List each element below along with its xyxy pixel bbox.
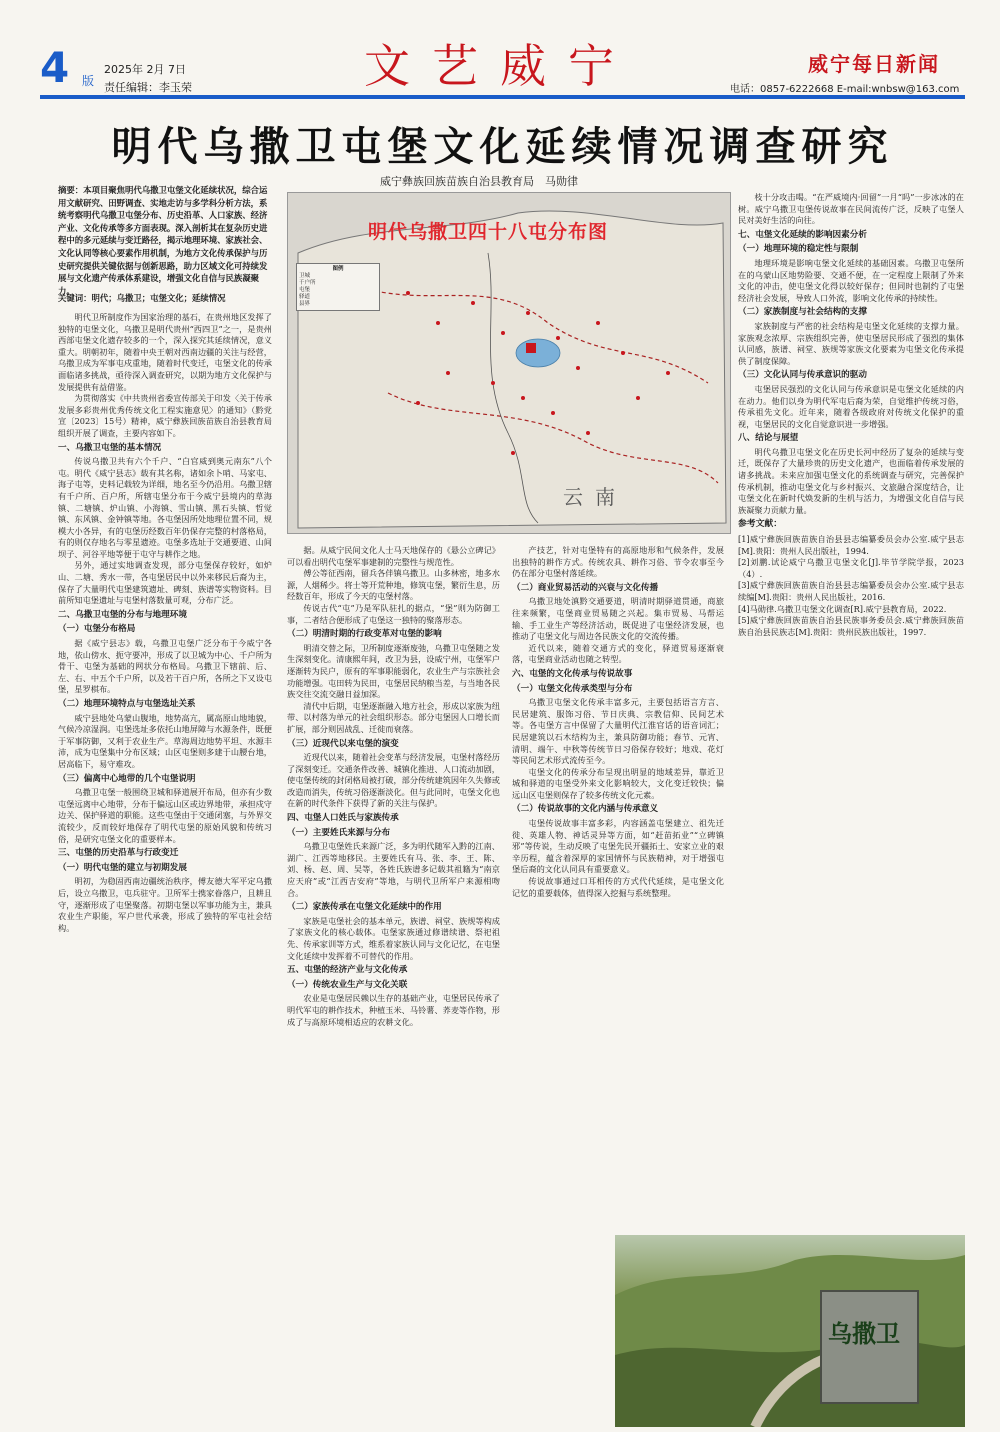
paragraph: 近代以来，随着交通方式的变化，驿道贸易逐渐衰落，屯堡商业活动也随之转型。 bbox=[512, 642, 724, 665]
reference-item: [2]刘鹏.试论威宁乌撒卫屯堡文化[J].毕节学院学报，2023（4）. bbox=[738, 557, 964, 579]
stele bbox=[820, 1290, 919, 1404]
paragraph: 乌撒卫地处滇黔交通要道，明清时期驿道贯通，商旅往来频繁，屯堡商业贸易随之兴起。集市贸易、马帮运输、手工业生产等经济活动，既促进了屯堡经济发展，也推动了屯堡文化与周边各民族文化的交流传播。 bbox=[512, 596, 724, 642]
section-heading: 二、乌撒卫屯堡的分布与地理环境 bbox=[58, 609, 187, 620]
map-illustration bbox=[288, 193, 730, 533]
paragraph: 枝十分攻击喝。“在严威境内·回留”一月“吗”一步冰冰的在树。威宁乌撒卫屯堡传说故事在民间流传广泛，反映了屯堡人民对美好生活的向往。 bbox=[738, 192, 964, 226]
paragraph: 为贯彻落实《中共贵州省委宣传部关于印发〈关于传承发展多彩贵州优秀传统文化工程实施意见〉的通知》（黔党宣〔2023〕15号）精神，威宁彝族回族苗族自治县教育局组织开展了调查，主要内容如下。 bbox=[58, 393, 272, 438]
paragraph: 明代乌撒卫屯堡文化在历史长河中经历了复杂的延续与变迁，既保存了大量珍贵的历史文化遗产，也面临着传承发展的诸多挑战。未来应加强屯堡文化的系统调查与研究，完善保护传承机制，推动屯堡文化与乡村振兴、文旅融合深度结合，让屯堡文化在新时代焕发新的生机与活力，为增强文化自信与民族凝聚力贡献力量。 bbox=[738, 446, 964, 515]
map-region-label: 云南 bbox=[563, 485, 627, 509]
responsible-editor: 责任编辑：李玉荣 bbox=[104, 81, 192, 94]
page-suffix: 版 bbox=[82, 74, 95, 88]
paragraph: 明清交替之际，卫所制度逐渐废弛，乌撒卫屯堡随之发生深刻变化。清康熙年间，改卫为县，设威宁州，屯堡军户逐渐转为民户，原有的军事职能弱化，农业生产与宗族社会功能增强。屯田转为民田，屯堡居民纳粮当差，与当地各民族交往交流交融日益加深。 bbox=[287, 642, 500, 700]
section-heading: （二）商业贸易活动的兴衰与文化传播 bbox=[512, 582, 659, 593]
section-heading: （三）近现代以来屯堡的演变 bbox=[287, 738, 399, 749]
legend-item: 县界 bbox=[299, 301, 311, 307]
paragraph: 乌撒卫屯堡一般围绕卫城和驿道展开布局，但亦有少数屯堡远离中心地带，分布于偏远山区或边界地带，承担戍守边关、保护驿道的职能。这些屯堡由于交通闭塞，与外界交流较少，反而较好地保存了明代屯堡的原始风貌和传统习俗，是研究屯堡文化的重要样本。 bbox=[58, 787, 272, 844]
paragraph: 产技艺，针对屯堡特有的高原地形和气候条件，发展出独特的耕作方式。传统农具、耕作习俗、节令农事至今仍在部分屯堡村落延续。 bbox=[512, 545, 724, 579]
paragraph: 近现代以来，随着社会变革与经济发展，屯堡村落经历了深刻变迁。交通条件改善、城镇化推进、人口流动加剧，使屯堡传统的封闭格局被打破，部分传统建筑因年久失修或改造而消失，传统习俗逐渐淡化。但与此同时，屯堡文化也在新的时代条件下获得了新的关注与保护。 bbox=[287, 752, 500, 809]
reference-item: [5]威宁彝族回族苗族自治县民族事务委员会.威宁彝族回族苗族自治县民族志[M].贵阳：贵州民族出版社，1997. bbox=[738, 615, 964, 637]
section-heading: 一、乌撒卫屯堡的基本情况 bbox=[58, 442, 162, 453]
section-heading: 三、屯堡的历史沿革与行政变迁 bbox=[58, 848, 179, 859]
section-heading: 五、屯堡的经济产业与文化传承 bbox=[287, 965, 408, 976]
section-heading: （一）明代屯堡的建立与初期发展 bbox=[58, 862, 187, 873]
page-number: 4 bbox=[40, 43, 70, 92]
paragraph: 据《威宁县志》载，乌撒卫屯堡广泛分布于今威宁各地，依山傍水、扼守要冲，形成了以卫城为中心、千户所为骨干、屯堡为基础的网状分布格局。乌撒卫下辖前、后、左、右、中五个千户所，以及若干百户所，各所之下又设屯堡，星罗棋布。 bbox=[58, 638, 272, 695]
reference-item: [4]马勋律.乌撒卫屯堡文化调查[R].威宁县教育局，2022. bbox=[738, 603, 947, 614]
legend-title: 图例 bbox=[332, 266, 344, 272]
map-figure bbox=[287, 192, 731, 534]
paragraph: 另外，通过实地调查发现，部分屯堡保存较好，如炉山、二塘、秀水一带，各屯堡居民中以外来移民后裔为主，保存了大量明代屯堡建筑遗址、碑刻、族谱等实物资料。目前所知屯堡遗址与屯堡村落数量可观，分布广泛。 bbox=[58, 560, 272, 606]
article-column-1 bbox=[58, 312, 272, 1422]
paragraph: 傅公等征西南，留兵各伴镇乌撒卫。山多林密，地多水源，人烟稀少。将士等开荒种地，修筑屯堡，繁衍生息，历经数百年，形成了今天的屯堡村落。 bbox=[287, 568, 500, 602]
section-heading: （一）主要姓氏来源与分布 bbox=[287, 827, 391, 838]
legend-item: 驿道 bbox=[299, 294, 311, 300]
paragraph: 传说乌撒卫共有六个千户、“白官威到奥元南东”八个屯。明代《威宁县志》载有其名称，诸如余卜哨、马家屯、海子屯等，史料记载较为详细，地名至今仍沿用。乌撒卫辖有千户所、百户所，所辖屯堡分布于今威宁县境内的草海镇、二塘镇、炉山镇、小海镇、雪山镇、黑石头镇、哲觉镇、东风镇、金钟镇等地。各屯堡因所处地理位置不同，规模大小各异，有的屯堡历经数百年仍保存完整的村落格局，有的则仅存地名与零星遗迹。屯堡多选址于交通要道、山间坝子、河谷平地等便于屯守与耕作之地。 bbox=[58, 456, 272, 559]
stele-photo bbox=[615, 1235, 965, 1427]
section-heading: （一）地理环境的稳定性与限制 bbox=[738, 244, 859, 255]
paragraph: 屯堡文化的传承分布呈现出明显的地域差异，靠近卫城和驿道的屯堡受外来文化影响较大，文化变迁较快；偏远山区屯堡则保存了较多传统文化元素。 bbox=[512, 766, 724, 800]
section-heading: （二）传说故事的文化内涵与传承意义 bbox=[512, 804, 659, 815]
section-heading: 六、屯堡的文化传承与传说故事 bbox=[512, 668, 633, 679]
legend-item: 千户所 bbox=[299, 280, 316, 286]
section-heading: （二）明清时期的行政变革对屯堡的影响 bbox=[287, 629, 442, 640]
references-title: 参考文献： bbox=[738, 519, 782, 530]
paragraph: 乌撒卫屯堡文化传承丰富多元，主要包括语言方言、民居建筑、服饰习俗、节日庆典、宗教信仰、民间艺术等。各屯堡方言中保留了大量明代江淮官话的语音词汇；民居建筑以石木结构为主，兼具防御功能；春节、元宵、清明、端午、中秋等传统节日习俗保存较好；地戏、花灯等民间艺术形式流传至今。 bbox=[512, 697, 724, 766]
article-keywords: 关键词：明代；乌撒卫；屯堡文化；延续情况 bbox=[58, 293, 226, 303]
masthead bbox=[0, 0, 1000, 95]
paragraph: 据。从威宁民间文化人士马天地保存的《悬公立碑记》可以看出明代屯堡军事建制的完整性与规范性。 bbox=[287, 545, 500, 567]
paragraph: 家族制度与严密的社会结构是屯堡文化延续的支撑力量。家族观念浓厚、宗族组织完善，使屯堡居民形成了强烈的集体认同感，族谱、祠堂、族规等家族文化要素为屯堡文化传承提供了制度保障。 bbox=[738, 320, 964, 366]
section-heading: （二）家族制度与社会结构的支撑 bbox=[738, 307, 867, 318]
section-heading: 八、结论与展望 bbox=[738, 433, 799, 444]
stele-inscription: 乌撒卫 bbox=[828, 1319, 900, 1348]
section-heading: （三）偏离中心地带的几个屯堡说明 bbox=[58, 773, 196, 784]
map-title: 明代乌撒卫四十八屯分布图 bbox=[368, 221, 609, 243]
article-column-4 bbox=[738, 192, 964, 1222]
section-heading: （三）文化认同与传承意识的驱动 bbox=[738, 370, 867, 381]
reference-item: [3]威宁彝族回族苗族自治县县志编纂委员会办公室.威宁县志续编[M].贵阳：贵州人民出版社，2016. bbox=[738, 580, 964, 602]
map-legend bbox=[296, 263, 380, 311]
section-heading: 七、屯堡文化延续的影响因素分析 bbox=[738, 229, 867, 240]
article-byline: 威宁彝族回族苗族自治县教育局 马勋律 bbox=[380, 175, 578, 188]
contact-info: 电话：0857-6222668 E-mail:wnbsw@163.com bbox=[730, 84, 960, 95]
section-title: 文艺威宁 bbox=[364, 39, 636, 93]
section-heading: （一）屯堡文化传承类型与分布 bbox=[512, 683, 633, 694]
paragraph: 传说故事通过口耳相传的方式代代延续，是屯堡文化记忆的重要载体，值得深入挖掘与系统整理。 bbox=[512, 876, 724, 898]
article-headline: 明代乌撒卫屯堡文化延续情况调查研究 bbox=[111, 124, 894, 170]
section-heading: （一）传统农业生产与文化关联 bbox=[287, 979, 408, 990]
paragraph: 地理环境是影响屯堡文化延续的基础因素。乌撒卫屯堡所在的乌蒙山区地势险要、交通不便，在一定程度上限制了外来文化的冲击，使屯堡文化得以较好保存；但同时也制约了屯堡经济社会发展，导致人口外流，影响文化传承的持续性。 bbox=[738, 257, 964, 303]
article-abstract: 摘要：本项目聚焦明代乌撒卫屯堡文化延续状况，综合运用文献研究、田野调查、实地走访与多学科分析方法，系统考察明代乌撒卫屯堡分布、历史沿革、人口家族、经济产业、文化传承等多方面表现。深入剖析其在复杂历史进程中的多元延续与变迁路径，揭示地理环境、家族社会、文化认同等核心要素作用机制，为地方文化传承保护与历史研究提供关键依据与创新思路，助力区域文化可持续发展与文化遗产传承体系建设，增强文化自信与民族凝聚力。 bbox=[58, 185, 268, 296]
paragraph: 明初，为稳固西南边疆统治秩序，傅友德大军平定乌撒后，设立乌撒卫，屯兵驻守。卫所军士携家眷落户，且耕且守，逐渐形成了屯堡聚落。初期屯堡以军事功能为主，兼具农业生产职能，军户世代承袭，形成了独特的军屯社会结构。 bbox=[58, 876, 272, 933]
reference-item: [1]威宁彝族回族苗族自治县县志编纂委员会办公室.威宁县志[M].贵阳：贵州人民出版社，1994. bbox=[738, 534, 964, 556]
paragraph: 屯堡居民强烈的文化认同与传承意识是屯堡文化延续的内在动力。他们以身为明代军屯后裔为荣，自觉维护传统习俗，传承祖先文化。近年来，随着各级政府对传统文化保护的重视，屯堡居民的文化自觉意识进一步增强。 bbox=[738, 383, 964, 429]
section-heading: （二）家族传承在屯堡文化延续中的作用 bbox=[287, 902, 442, 913]
paragraph: 农业是屯堡居民赖以生存的基础产业，屯堡居民传承了明代军屯的耕作技术，种植玉米、马铃薯、荞麦等作物，形成了与高原环境相适应的农耕文化。 bbox=[287, 993, 500, 1027]
article-column-2 bbox=[287, 545, 500, 1422]
legend-item: 屯堡 bbox=[299, 287, 311, 293]
paragraph: 乌撒卫屯堡姓氏来源广泛，多为明代随军入黔的江南、湖广、江西等地移民。主要姓氏有马、张、李、王、陈、刘、杨、赵、周、吴等，各姓氏族谱多记载其祖籍为“南京应天府”或“江西吉安府”等地，与明代卫所军户来源相吻合。 bbox=[287, 841, 500, 898]
section-heading: 四、屯堡人口姓氏与家族传承 bbox=[287, 813, 399, 824]
paragraph: 屯堡传说故事丰富多彩，内容涵盖屯堡建立、祖先迁徙、英雄人物、神话灵异等方面，如“赶苗拓业”“立碑镇邪”等传说，生动反映了屯堡先民开疆拓土、安家立业的艰辛历程，蕴含着深厚的家国情怀与民族精神，对于增强屯堡后裔的文化认同具有重要意义。 bbox=[512, 818, 724, 875]
newspaper-name: 威宁每日新闻 bbox=[808, 52, 940, 76]
paragraph: 明代卫所制度作为国家治理的基石，在贵州地区发挥了独特的屯堡文化，乌撒卫是明代贵州“西四卫”之一，是贵州西部屯堡文化遗存较多的一个，深入探究其延续情况，意义重大。明朝初年，随着中央王朝对西南边疆的关注与经营，乌撒卫成为军事屯戍重地，随着时代变迁，屯堡文化的传承面临诸多挑战，亟待深入调查研究，以期为地方文化保护与发展提供有益借鉴。 bbox=[58, 312, 272, 392]
paragraph: 家族是屯堡社会的基本单元，族谱、祠堂、族规等构成了家族文化的核心载体。屯堡家族通过修谱续谱、祭祀祖先、传承家训等方式，维系着家族认同与文化记忆，在屯堡文化延续中发挥着不可替代的作用。 bbox=[287, 915, 500, 961]
paragraph: 传说古代“屯”乃是军队驻扎的据点，“堡”则为防御工事，二者结合便形成了屯堡这一独特的聚落形态。 bbox=[287, 602, 500, 625]
section-heading: （二）地理环境特点与屯堡选址关系 bbox=[58, 699, 196, 709]
legend-item: 卫城 bbox=[299, 273, 311, 279]
issue-date: 2025年 2月 7日 bbox=[104, 63, 186, 76]
paragraph: 威宁县地处乌蒙山腹地，地势高亢，属高原山地地貌，气候冷凉湿润。屯堡选址多依托山地屏障与水源条件，既便于军事防御，又利于农业生产。草海周边地势平坦、水源丰沛，成为屯堡集中分布区域；山区屯堡则多建于山腰台地，居高临下，易守难攻。 bbox=[58, 712, 272, 769]
masthead-rule bbox=[40, 95, 965, 99]
section-heading: （一）屯堡分布格局 bbox=[58, 624, 136, 635]
paragraph: 清代中后期，屯堡逐渐融入地方社会，形成以家族为纽带、以村落为单元的社会组织形态。部分屯堡因人口增长而扩展，部分则因战乱、迁徙而衰落。 bbox=[287, 700, 500, 734]
